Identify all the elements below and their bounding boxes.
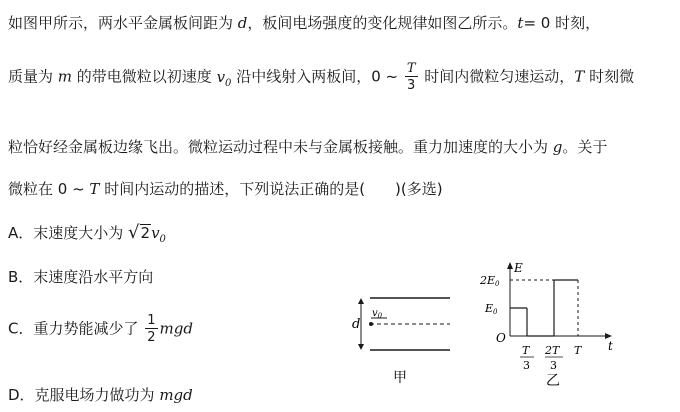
- var-g: g: [552, 138, 563, 156]
- caption-jia: 甲: [393, 370, 407, 386]
- figure-jia: [345, 290, 455, 390]
- v-subscript: 0: [159, 234, 166, 245]
- tick-text: E: [485, 302, 494, 315]
- fraction-one-half: [145, 314, 157, 344]
- particle-dot: [369, 322, 373, 326]
- text: 如图甲所示，两水平金属板间距为: [8, 14, 238, 32]
- text: 。关于: [562, 138, 608, 156]
- expr-mgd: mgd: [159, 386, 193, 404]
- option-d-label: D．克服电场力做功为: [8, 386, 160, 404]
- var-m: m: [57, 67, 73, 86]
- text: ，板间电场强度的变化规律如图乙所示。: [247, 14, 518, 32]
- tick-sub: 0: [495, 280, 500, 288]
- sqrt-radicand: 2: [140, 224, 151, 242]
- option-b: [8, 266, 153, 287]
- y-tick-2e0: [479, 274, 500, 288]
- var-t: t: [517, 14, 524, 32]
- d-label: d: [352, 317, 361, 332]
- option-a-label: A．末速度大小为: [8, 224, 129, 242]
- x-tick-t3-num: T: [522, 344, 530, 357]
- x-tick-2t3-den: 3: [550, 359, 557, 372]
- tick-text: 2E: [480, 274, 496, 287]
- y-tick-e0: [484, 302, 498, 316]
- x-axis-label: t: [608, 339, 613, 353]
- origin-label: O: [496, 331, 506, 345]
- option-c-label: C．重力势能减少了: [8, 319, 144, 338]
- question-line-1: [8, 12, 600, 33]
- x-tick-t: T: [574, 344, 582, 357]
- denominator: 2: [147, 330, 156, 345]
- text: = 0 时刻，: [523, 14, 601, 32]
- text: 质量为: [8, 67, 58, 86]
- var-d: d: [237, 14, 248, 32]
- question-line-3: [8, 136, 607, 157]
- fraction-t-over-3: [405, 62, 418, 92]
- text: 沿中线射入两板间，0 ~: [231, 67, 403, 86]
- text: 粒恰好经金属板边缘飞出。微粒运动过程中未与金属板接触。重力加速度的大小为: [8, 138, 553, 156]
- text: 时刻微: [584, 67, 635, 86]
- var-T: T: [574, 67, 585, 86]
- option-d: [8, 384, 193, 405]
- text: 微粒在 0 ~: [8, 180, 90, 198]
- question-line-2: [8, 62, 634, 92]
- question-line-4: [8, 178, 443, 199]
- var-v0: [151, 224, 166, 245]
- v0-label: [372, 308, 383, 320]
- text: 时间内运动的描述，下列说法正确的是( )(多选): [99, 180, 443, 198]
- v-subscript: 0: [377, 312, 383, 320]
- e-graph: [510, 280, 578, 336]
- denominator: 3: [407, 78, 416, 93]
- option-b-label: B．末速度沿水平方向: [8, 268, 154, 286]
- arrow-up-icon: [358, 298, 364, 304]
- text: 时间内微粒匀速运动，: [419, 67, 575, 86]
- var-T: T: [89, 180, 100, 198]
- v-subscript: 0: [225, 77, 232, 89]
- v-symbol: v: [151, 224, 160, 242]
- v-symbol: v: [372, 308, 378, 319]
- sqrt-icon: √: [128, 222, 140, 243]
- expr-mgd: mgd: [159, 319, 193, 338]
- var-v0: [216, 67, 232, 89]
- option-c: [8, 314, 193, 344]
- text: 的带电微粒以初速度: [72, 67, 217, 86]
- arrow-up-icon: [507, 262, 513, 269]
- numerator: T: [406, 61, 416, 76]
- tick-sub: 0: [493, 308, 498, 316]
- option-a: [8, 222, 166, 245]
- x-tick-t3-den: 3: [523, 359, 530, 372]
- figure-yi: [470, 258, 625, 388]
- arrow-down-icon: [358, 344, 364, 350]
- v-symbol: v: [216, 67, 226, 86]
- caption-yi: 乙: [546, 373, 560, 388]
- numerator: 1: [147, 313, 156, 328]
- y-axis-label: E: [514, 261, 523, 275]
- x-tick-2t3-num: 2T: [545, 344, 560, 357]
